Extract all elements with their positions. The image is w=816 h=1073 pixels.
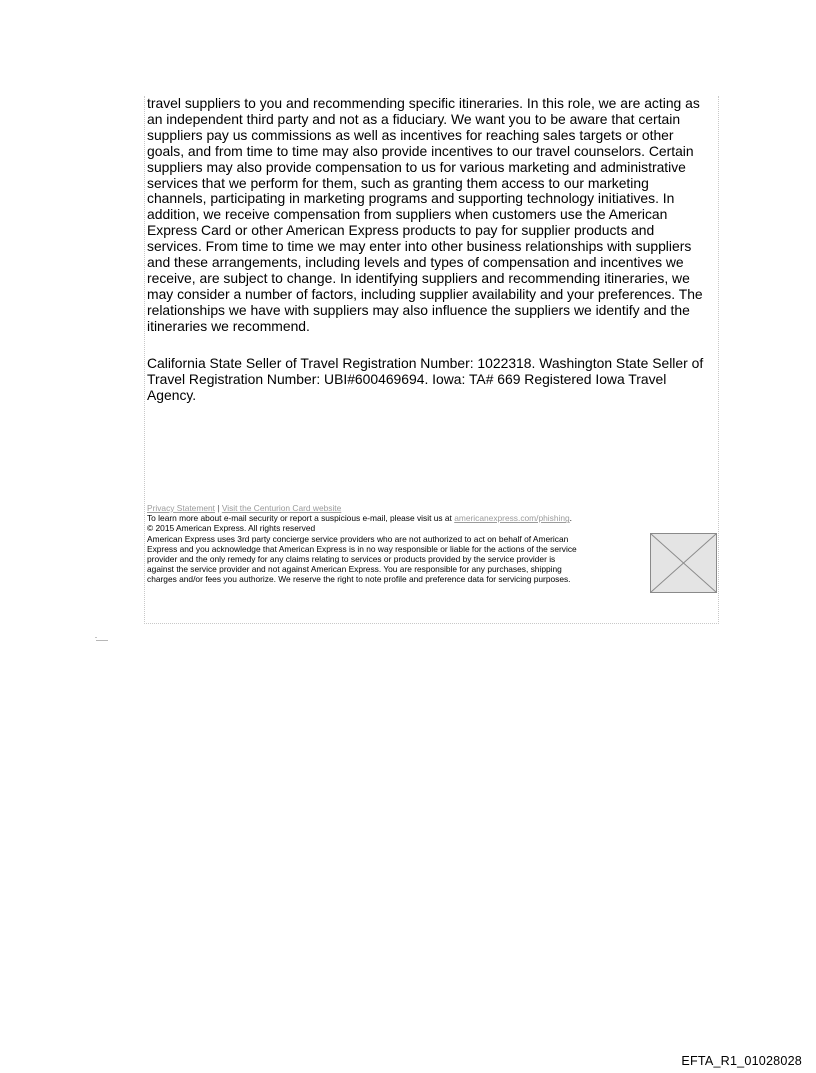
paragraph-line: receive, are subject to change. In identifying suppliers and recommending itineraries, we: [147, 269, 690, 286]
disclaimer-line: against the service provider and not against American Express. You are responsible for any purchases, shipping: [147, 564, 562, 575]
paragraph-line: may consider a number of factors, including supplier availability and your preferences. The: [147, 285, 703, 302]
disclaimer-line: Express and you acknowledge that American Express is in no way responsible or liable for the actions of the service: [147, 543, 577, 554]
paragraph-line: and these arrangements, including levels and types of compensation and incentives we: [147, 254, 684, 271]
paragraph-line: channels, participating in marketing programs and supporting technology initiatives. In: [147, 190, 675, 207]
privacy-statement-link[interactable]: Privacy Statement: [147, 503, 215, 513]
paragraph-line: relationships we have with suppliers may also influence the suppliers we identify and the: [147, 301, 690, 318]
paragraph-line: suppliers pay us commissions as well as incentives for reaching sales targets or other: [147, 126, 674, 143]
copyright-text: © 2015 American Express. All rights reserved: [147, 523, 316, 534]
security-notice: [147, 513, 717, 523]
security-end: .: [569, 513, 572, 524]
security-text: To learn more about e-mail security or report a suspicious e-mail, please visit us at: [147, 513, 455, 524]
disclaimer-line: provider and the only remedy for any claims relating to services or products provided by the service provider is: [147, 554, 556, 565]
paragraph-line: an independent third party and not as a fiduciary. We want you to be aware that certain: [147, 110, 681, 127]
missing-image-placeholder: [650, 533, 717, 593]
footer-links: [147, 503, 717, 513]
phishing-link[interactable]: americanexpress.com/phishing: [454, 513, 570, 524]
paragraph-line: suppliers may also provide compensation to us for various marketing and administrative: [147, 158, 686, 175]
link-separator: |: [214, 503, 222, 513]
disclosure-paragraph: [147, 96, 719, 335]
paragraph-line: services that we perform for them, such as granting them access to our marketing: [147, 174, 649, 191]
registration-line: California State Seller of Travel Registration Number: 1022318. Washington State Seller of: [147, 355, 704, 371]
paragraph-line: addition, we receive compensation from suppliers when customers use the American: [147, 206, 668, 223]
email-footer: [147, 503, 717, 585]
paragraph-line: services. From time to time we may enter into other business relationships with suppliers: [147, 238, 692, 255]
registration-line: Travel Registration Number: UBI#600469694. Iowa: TA# 669 Registered Iowa Travel: [147, 370, 667, 387]
document-id: EFTA_R1_01028028: [681, 1054, 802, 1068]
broken-image-icon: [651, 534, 716, 592]
centurion-card-link[interactable]: Visit the Centurion Card website: [221, 503, 342, 513]
paragraph-line: Express Card or other American Express products to pay for supplier products and: [147, 222, 655, 239]
disclaimer-line: American Express uses 3rd party concierge service providers who are not authorized to act on behalf of American: [147, 533, 569, 544]
paragraph-line: goals, and from time to time may also provide incentives to our travel counselors. Certain: [147, 142, 694, 159]
paragraph-line: travel suppliers to you and recommending specific itineraries. In this role, we are acting as: [147, 95, 700, 111]
disclaimer-line: charges and/or fees you authorize. We reserve the right to note profile and preference data for servicing purposes.: [147, 574, 571, 585]
registration-paragraph: [147, 356, 719, 404]
paragraph-line: itineraries we recommend.: [147, 317, 310, 334]
registration-line: Agency.: [147, 386, 197, 403]
stray-mark-icon: [95, 636, 109, 642]
concierge-disclaimer: [147, 534, 647, 585]
